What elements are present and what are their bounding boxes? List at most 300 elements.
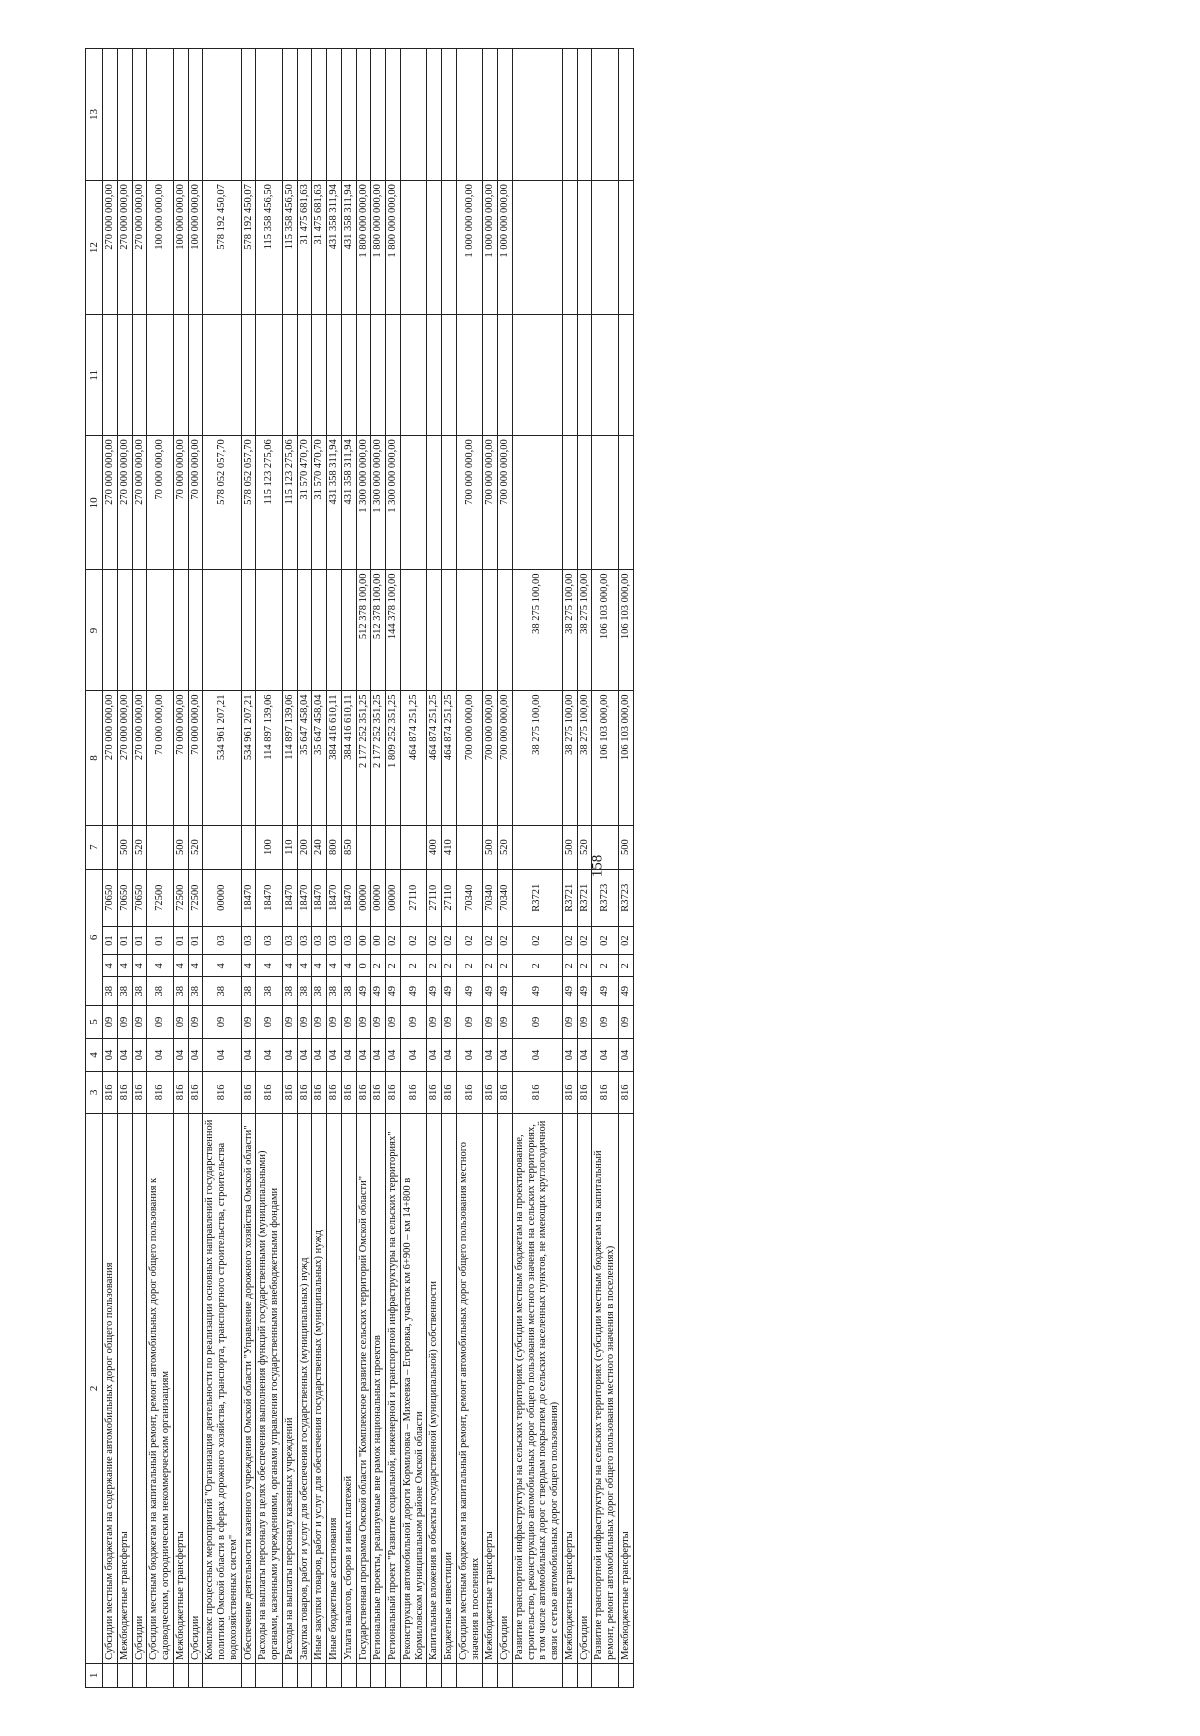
cell-expense-type: 800 (327, 825, 342, 869)
table-row (356, 49, 371, 1688)
cell-section-code: 04 (341, 1039, 356, 1072)
cell-program-code: 38 (117, 977, 132, 1006)
cell-program-code: 49 (386, 977, 401, 1006)
cell-amount-col9 (132, 570, 147, 691)
cell-amount-col8: 106 103 000,00 (592, 691, 619, 825)
cell-amount-col9: 38 275 100,00 (577, 570, 592, 691)
cell-amount-col11 (147, 315, 174, 436)
cell-subsection-code: 09 (241, 1006, 256, 1039)
cell-amount-col11 (483, 315, 498, 436)
header-col-9: 9 (86, 570, 103, 691)
cell-amount-col10: 1 300 000 000,00 (356, 436, 371, 570)
cell-amount-col8: 38 275 100,00 (512, 691, 562, 825)
cell-amount-col8: 464 874 251,25 (427, 691, 442, 825)
cell-direction-code: 27110 (427, 869, 442, 926)
cell-amount-col10: 31 570 470,70 (297, 436, 312, 570)
cell-program-code: 49 (577, 977, 592, 1006)
cell-subsection-code: 09 (117, 1006, 132, 1039)
cell-subsection-code: 09 (341, 1006, 356, 1039)
rotated-table-wrapper (85, 48, 1115, 1688)
cell-admin-code: 816 (188, 1072, 203, 1114)
cell-amount-col8: 700 000 000,00 (498, 691, 513, 825)
cell-section-code: 04 (592, 1039, 619, 1072)
cell-amount-col13 (132, 49, 147, 181)
cell-amount-col13 (282, 49, 297, 181)
cell-section-code: 04 (132, 1039, 147, 1072)
cell-amount-col12: 270 000 000,00 (103, 181, 118, 315)
header-col-12: 12 (86, 181, 103, 315)
cell-amount-col10: 1 300 000 000,00 (371, 436, 386, 570)
table-row (188, 49, 203, 1688)
cell-amount-col13 (427, 49, 442, 181)
cell-program-code: 38 (256, 977, 283, 1006)
cell-subprogram-code: 2 (456, 955, 483, 977)
cell-section-code: 04 (282, 1039, 297, 1072)
cell-amount-col9: 38 275 100,00 (512, 570, 562, 691)
cell-amount-col13 (442, 49, 457, 181)
cell-program-code: 38 (188, 977, 203, 1006)
cell-amount-col12: 1 000 000 000,00 (498, 181, 513, 315)
cell-subprogram-code: 4 (117, 955, 132, 977)
cell-amount-col12: 31 475 681,63 (312, 181, 327, 315)
cell-admin-code: 816 (132, 1072, 147, 1114)
cell-amount-col12 (400, 181, 427, 315)
cell-section-code: 04 (386, 1039, 401, 1072)
cell-amount-col8: 106 103 000,00 (618, 691, 633, 825)
cell-subprogram-code: 2 (618, 955, 633, 977)
cell-amount-col12: 1 000 000 000,00 (456, 181, 483, 315)
cell-amount-col13 (386, 49, 401, 181)
cell-event-code: 02 (386, 926, 401, 955)
cell-col-1 (241, 1663, 256, 1687)
cell-expense-type (241, 825, 256, 869)
cell-amount-col11 (256, 315, 283, 436)
cell-subsection-code: 09 (618, 1006, 633, 1039)
cell-expense-type: 200 (297, 825, 312, 869)
cell-event-code: 03 (312, 926, 327, 955)
cell-amount-col10: 270 000 000,00 (117, 436, 132, 570)
cell-expense-type (456, 825, 483, 869)
cell-amount-col12 (592, 181, 619, 315)
budget-table (85, 48, 634, 1688)
table-row (241, 49, 256, 1688)
cell-event-code: 02 (442, 926, 457, 955)
cell-item-name: Иные закупки товаров, работ и услуг для обеспечения государственных (муниципальных) нужд (312, 1113, 327, 1663)
table-row (256, 49, 283, 1688)
cell-expense-type (371, 825, 386, 869)
table-row (132, 49, 147, 1688)
cell-program-code: 38 (312, 977, 327, 1006)
cell-amount-col11 (341, 315, 356, 436)
cell-admin-code: 816 (327, 1072, 342, 1114)
cell-amount-col8: 114 897 139,06 (282, 691, 297, 825)
table-row (297, 49, 312, 1688)
cell-subprogram-code: 4 (147, 955, 174, 977)
cell-subsection-code: 09 (577, 1006, 592, 1039)
cell-amount-col12: 100 000 000,00 (147, 181, 174, 315)
cell-subsection-code: 09 (483, 1006, 498, 1039)
cell-col-1 (173, 1663, 188, 1687)
cell-amount-col13 (256, 49, 283, 181)
cell-amount-col10: 700 000 000,00 (483, 436, 498, 570)
header-col-13: 13 (86, 49, 103, 181)
cell-col-1 (256, 1663, 283, 1687)
cell-program-code: 49 (427, 977, 442, 1006)
cell-direction-code: 72500 (147, 869, 174, 926)
cell-subsection-code: 09 (442, 1006, 457, 1039)
cell-amount-col11 (442, 315, 457, 436)
cell-subsection-code: 09 (282, 1006, 297, 1039)
header-col-10: 10 (86, 436, 103, 570)
cell-program-code: 49 (456, 977, 483, 1006)
cell-amount-col9: 38 275 100,00 (562, 570, 577, 691)
cell-program-code: 38 (282, 977, 297, 1006)
cell-event-code: 02 (483, 926, 498, 955)
cell-amount-col9 (147, 570, 174, 691)
cell-item-name: Расходы на выплаты персоналу казенных учреждений (282, 1113, 297, 1663)
cell-col-1 (297, 1663, 312, 1687)
cell-amount-col12: 1 800 000 000,00 (371, 181, 386, 315)
cell-amount-col12: 115 358 456,50 (256, 181, 283, 315)
cell-item-name: Субсидии (498, 1113, 513, 1663)
cell-subsection-code: 09 (512, 1006, 562, 1039)
cell-event-code: 03 (327, 926, 342, 955)
cell-amount-col8: 464 874 251,25 (442, 691, 457, 825)
cell-amount-col12 (562, 181, 577, 315)
column-number-header (86, 49, 103, 1688)
cell-item-name: Региональные проекты, реализуемые вне рамок национальных проектов (371, 1113, 386, 1663)
cell-amount-col8: 700 000 000,00 (456, 691, 483, 825)
cell-admin-code: 816 (341, 1072, 356, 1114)
cell-col-1 (371, 1663, 386, 1687)
cell-col-1 (456, 1663, 483, 1687)
cell-amount-col9 (312, 570, 327, 691)
cell-admin-code: 816 (282, 1072, 297, 1114)
cell-direction-code: 70650 (117, 869, 132, 926)
cell-amount-col13 (456, 49, 483, 181)
cell-direction-code: R3723 (618, 869, 633, 926)
cell-amount-col10: 431 358 311,94 (341, 436, 356, 570)
cell-subsection-code: 09 (132, 1006, 147, 1039)
cell-amount-col8: 384 416 610,11 (327, 691, 342, 825)
header-col-3: 3 (86, 1072, 103, 1114)
cell-amount-col10 (512, 436, 562, 570)
cell-amount-col13 (512, 49, 562, 181)
cell-amount-col13 (577, 49, 592, 181)
cell-amount-col8: 270 000 000,00 (117, 691, 132, 825)
cell-amount-col12: 1 000 000 000,00 (483, 181, 498, 315)
header-col-7: 7 (86, 825, 103, 869)
cell-amount-col8: 1 809 252 351,25 (386, 691, 401, 825)
cell-program-code: 49 (618, 977, 633, 1006)
cell-col-1 (577, 1663, 592, 1687)
cell-amount-col12: 31 475 681,63 (297, 181, 312, 315)
cell-col-1 (427, 1663, 442, 1687)
cell-amount-col9 (498, 570, 513, 691)
cell-item-name: Субсидии местным бюджетам на капитальный ремонт, ремонт автомобильных дорог общего пользования к садоводческим, огородническим некоммерческим организациям (147, 1113, 174, 1663)
cell-amount-col13 (327, 49, 342, 181)
cell-section-code: 04 (577, 1039, 592, 1072)
cell-event-code: 02 (618, 926, 633, 955)
cell-amount-col10: 700 000 000,00 (498, 436, 513, 570)
cell-direction-code: R3721 (577, 869, 592, 926)
cell-subprogram-code: 2 (577, 955, 592, 977)
cell-subsection-code: 09 (400, 1006, 427, 1039)
cell-section-code: 04 (483, 1039, 498, 1072)
cell-amount-col11 (312, 315, 327, 436)
cell-subsection-code: 09 (562, 1006, 577, 1039)
cell-program-code: 38 (341, 977, 356, 1006)
cell-program-code: 49 (562, 977, 577, 1006)
cell-expense-type: 500 (562, 825, 577, 869)
cell-subsection-code: 09 (203, 1006, 241, 1039)
cell-col-1 (356, 1663, 371, 1687)
cell-admin-code: 816 (256, 1072, 283, 1114)
cell-amount-col11 (456, 315, 483, 436)
cell-amount-col10: 578 052 057,70 (203, 436, 241, 570)
cell-direction-code: 72500 (188, 869, 203, 926)
cell-amount-col9 (203, 570, 241, 691)
cell-event-code: 03 (297, 926, 312, 955)
cell-amount-col11 (512, 315, 562, 436)
cell-amount-col10: 1 300 000 000,00 (386, 436, 401, 570)
cell-expense-type: 240 (312, 825, 327, 869)
cell-direction-code: 18470 (341, 869, 356, 926)
cell-event-code: 01 (103, 926, 118, 955)
cell-amount-col12: 270 000 000,00 (117, 181, 132, 315)
cell-amount-col8: 70 000 000,00 (147, 691, 174, 825)
cell-col-1 (483, 1663, 498, 1687)
cell-direction-code: 70340 (498, 869, 513, 926)
cell-expense-type: 520 (188, 825, 203, 869)
cell-amount-col12: 431 358 311,94 (341, 181, 356, 315)
cell-subprogram-code: 2 (427, 955, 442, 977)
cell-direction-code: 70650 (103, 869, 118, 926)
cell-admin-code: 816 (103, 1072, 118, 1114)
cell-expense-type: 850 (341, 825, 356, 869)
cell-col-1 (147, 1663, 174, 1687)
cell-program-code: 49 (592, 977, 619, 1006)
cell-event-code: 03 (203, 926, 241, 955)
cell-admin-code: 816 (297, 1072, 312, 1114)
cell-subprogram-code: 4 (203, 955, 241, 977)
cell-amount-col11 (498, 315, 513, 436)
header-col-2: 2 (86, 1113, 103, 1663)
cell-amount-col10: 270 000 000,00 (103, 436, 118, 570)
cell-item-name: Реконструкция автомобильной дороги Кормиловка – Михеевка – Егоровка, участок км 6+900 – км 14+800 в Кормиловском муниципальном районе Омской области (400, 1113, 427, 1663)
cell-program-code: 49 (442, 977, 457, 1006)
cell-subsection-code: 09 (371, 1006, 386, 1039)
table-row (427, 49, 442, 1688)
cell-amount-col10: 115 123 275,06 (282, 436, 297, 570)
cell-section-code: 04 (400, 1039, 427, 1072)
cell-amount-col13 (483, 49, 498, 181)
cell-amount-col8: 2 177 252 351,25 (356, 691, 371, 825)
cell-subprogram-code: 2 (371, 955, 386, 977)
cell-subprogram-code: 2 (512, 955, 562, 977)
cell-col-1 (592, 1663, 619, 1687)
cell-amount-col9 (327, 570, 342, 691)
cell-program-code: 49 (512, 977, 562, 1006)
cell-direction-code: 18470 (241, 869, 256, 926)
cell-amount-col8: 35 647 458,04 (297, 691, 312, 825)
cell-section-code: 04 (456, 1039, 483, 1072)
cell-expense-type (512, 825, 562, 869)
cell-subsection-code: 09 (147, 1006, 174, 1039)
cell-amount-col8: 270 000 000,00 (132, 691, 147, 825)
cell-amount-col8: 534 961 207,21 (241, 691, 256, 825)
cell-item-name: Государственная программа Омской области "Комплексное развитие сельских территорий Омской области" (356, 1113, 371, 1663)
cell-event-code: 02 (592, 926, 619, 955)
cell-program-code: 38 (147, 977, 174, 1006)
cell-subprogram-code: 2 (386, 955, 401, 977)
cell-subsection-code: 09 (498, 1006, 513, 1039)
cell-subprogram-code: 4 (312, 955, 327, 977)
cell-subsection-code: 09 (327, 1006, 342, 1039)
table-row (592, 49, 619, 1688)
cell-expense-type: 110 (282, 825, 297, 869)
cell-item-name: Развитие транспортной инфраструктуры на сельских территориях (субсидии местным бюджетам на капитальный ремонт, ремонт автомобильных дорог общего пользования местного значения в поселениях) (592, 1113, 619, 1663)
cell-amount-col12: 1 800 000 000,00 (356, 181, 371, 315)
cell-amount-col13 (371, 49, 386, 181)
cell-direction-code: 00000 (386, 869, 401, 926)
cell-col-1 (400, 1663, 427, 1687)
cell-item-name: Межбюджетные трансферты (173, 1113, 188, 1663)
cell-direction-code: 72500 (173, 869, 188, 926)
cell-amount-col11 (327, 315, 342, 436)
cell-expense-type: 400 (427, 825, 442, 869)
cell-section-code: 04 (327, 1039, 342, 1072)
cell-admin-code: 816 (618, 1072, 633, 1114)
table-row (400, 49, 427, 1688)
header-col-8: 8 (86, 691, 103, 825)
cell-admin-code: 816 (371, 1072, 386, 1114)
table-row (147, 49, 174, 1688)
cell-amount-col9 (256, 570, 283, 691)
cell-section-code: 04 (356, 1039, 371, 1072)
cell-amount-col8: 70 000 000,00 (188, 691, 203, 825)
cell-item-name: Закупка товаров, работ и услуг для обеспечения государственных (муниципальных) нужд (297, 1113, 312, 1663)
cell-subprogram-code: 4 (173, 955, 188, 977)
cell-amount-col10: 115 123 275,06 (256, 436, 283, 570)
cell-direction-code: R3721 (512, 869, 562, 926)
cell-section-code: 04 (241, 1039, 256, 1072)
table-row (282, 49, 297, 1688)
cell-amount-col8: 700 000 000,00 (483, 691, 498, 825)
cell-subprogram-code: 4 (297, 955, 312, 977)
cell-subprogram-code: 4 (256, 955, 283, 977)
cell-amount-col11 (371, 315, 386, 436)
cell-amount-col8: 38 275 100,00 (562, 691, 577, 825)
cell-amount-col10 (562, 436, 577, 570)
cell-amount-col11 (562, 315, 577, 436)
cell-expense-type: 100 (256, 825, 283, 869)
cell-amount-col10 (577, 436, 592, 570)
cell-amount-col11 (400, 315, 427, 436)
table-row (173, 49, 188, 1688)
page-number: 158 (589, 854, 606, 878)
cell-section-code: 04 (117, 1039, 132, 1072)
cell-section-code: 04 (103, 1039, 118, 1072)
cell-event-code: 03 (282, 926, 297, 955)
cell-amount-col9 (173, 570, 188, 691)
cell-admin-code: 816 (117, 1072, 132, 1114)
cell-section-code: 04 (203, 1039, 241, 1072)
cell-program-code: 49 (498, 977, 513, 1006)
cell-amount-col11 (173, 315, 188, 436)
cell-col-1 (442, 1663, 457, 1687)
header-col-4: 4 (86, 1039, 103, 1072)
cell-program-code: 38 (297, 977, 312, 1006)
cell-amount-col13 (562, 49, 577, 181)
cell-amount-col9: 512 378 100,00 (356, 570, 371, 691)
cell-program-code: 49 (483, 977, 498, 1006)
cell-admin-code: 816 (442, 1072, 457, 1114)
cell-item-name: Расходы на выплаты персоналу в целях обеспечения выполнения функций государственными (муниципальными) органами, казенными учреждениями, органами управления государственными внебюджетными фондами (256, 1113, 283, 1663)
cell-col-1 (562, 1663, 577, 1687)
cell-amount-col9 (456, 570, 483, 691)
cell-section-code: 04 (297, 1039, 312, 1072)
cell-col-1 (203, 1663, 241, 1687)
table-row (512, 49, 562, 1688)
cell-subsection-code: 09 (456, 1006, 483, 1039)
cell-section-code: 04 (512, 1039, 562, 1072)
cell-event-code: 02 (400, 926, 427, 955)
cell-program-code: 38 (203, 977, 241, 1006)
cell-event-code: 02 (498, 926, 513, 955)
cell-admin-code: 816 (312, 1072, 327, 1114)
cell-amount-col8: 38 275 100,00 (577, 691, 592, 825)
cell-subprogram-code: 4 (188, 955, 203, 977)
table-row (312, 49, 327, 1688)
cell-amount-col9: 106 103 000,00 (618, 570, 633, 691)
table-row (456, 49, 483, 1688)
cell-amount-col11 (132, 315, 147, 436)
cell-amount-col12 (618, 181, 633, 315)
cell-amount-col9 (427, 570, 442, 691)
cell-direction-code: 70340 (483, 869, 498, 926)
cell-subprogram-code: 2 (498, 955, 513, 977)
cell-expense-type (592, 825, 619, 869)
cell-amount-col13 (618, 49, 633, 181)
cell-expense-type: 410 (442, 825, 457, 869)
cell-amount-col13 (297, 49, 312, 181)
cell-admin-code: 816 (400, 1072, 427, 1114)
cell-amount-col8: 2 177 252 351,25 (371, 691, 386, 825)
cell-amount-col9 (103, 570, 118, 691)
cell-event-code: 03 (341, 926, 356, 955)
cell-admin-code: 816 (577, 1072, 592, 1114)
cell-amount-col10: 578 052 057,70 (241, 436, 256, 570)
cell-event-code: 00 (371, 926, 386, 955)
cell-event-code: 02 (512, 926, 562, 955)
cell-amount-col8: 114 897 139,06 (256, 691, 283, 825)
cell-direction-code: 70340 (456, 869, 483, 926)
cell-amount-col8: 70 000 000,00 (173, 691, 188, 825)
cell-subsection-code: 09 (173, 1006, 188, 1039)
cell-col-1 (618, 1663, 633, 1687)
cell-amount-col11 (203, 315, 241, 436)
cell-col-1 (188, 1663, 203, 1687)
cell-subprogram-code: 4 (282, 955, 297, 977)
cell-amount-col12: 115 358 456,50 (282, 181, 297, 315)
cell-col-1 (386, 1663, 401, 1687)
header-col-1: 1 (86, 1663, 103, 1687)
cell-direction-code: 18470 (256, 869, 283, 926)
cell-section-code: 04 (371, 1039, 386, 1072)
cell-amount-col9: 512 378 100,00 (371, 570, 386, 691)
cell-amount-col8: 35 647 458,04 (312, 691, 327, 825)
